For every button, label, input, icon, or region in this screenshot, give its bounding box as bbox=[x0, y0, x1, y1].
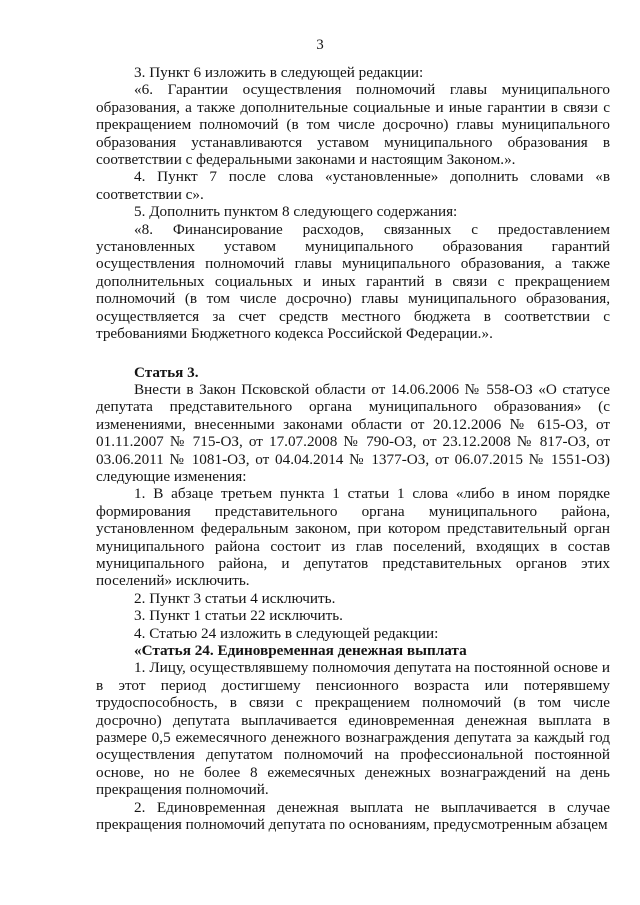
article-3-heading bbox=[96, 364, 610, 381]
article-24-heading-text: «Статья 24. Единовременная денежная выплата bbox=[134, 642, 467, 659]
paragraph-article-24-point-2: 2. Единовременная денежная выплата не выплачивается в случае прекращения полномочий депутата по основаниям, предусмотренным абзацем bbox=[96, 798, 610, 834]
paragraph-new-point-8: «8. Финансирование расходов, связанных с предоставлением установленных уставом муниципального образования гарантий осуществления полномочий главы муниципального образования, а также дополнительных социальных и иных гарантий в связи с прекращением полномочий (в том числе досрочно) главы муниципального образования, осуществляется за счет средств местного бюджета в соответствии с требованиями Бюджетного кодекса Российской Федерации.». bbox=[96, 220, 610, 343]
paragraph-change-4: 4. Статью 24 изложить в следующей редакции: bbox=[134, 624, 439, 642]
paragraph-article-3-intro: Внести в Закон Псковской области от 14.06.2006 № 558-ОЗ «О статусе депутата представительного органа муниципального образования» (с изменениями, внесенными законами области от 20.12.2006 № 615-ОЗ, от 01.11.2007 № 715-ОЗ, от 17.07.2008 № 790-ОЗ, от 23.12.2008 № 817-ОЗ, от 03.06.2011 № 1081-ОЗ, от 04.04.2014 № 1377-ОЗ, от 06.07.2015 № 1551-ОЗ) следующие изменения: bbox=[96, 380, 610, 485]
paragraph-change-3: 3. Пункт 1 статьи 22 исключить. bbox=[134, 607, 343, 625]
paragraph-item-5: 5. Дополнить пунктом 8 следующего содержания: bbox=[134, 203, 458, 221]
paragraph-change-2: 2. Пункт 3 статьи 4 исключить. bbox=[134, 589, 336, 607]
article-24-heading bbox=[96, 642, 610, 659]
paragraph-change-1: 1. В абзаце третьем пункта 1 статьи 1 слова «либо в ином порядке формирования представительного органа муниципального района, установленном федеральным законом, при котором представительный орган муниципального района состоит из глав поселений, входящих в состав муниципального района, и депутатов представительных органов этих поселений» исключить. bbox=[96, 485, 610, 590]
paragraph-item-3: 3. Пункт 6 изложить в следующей редакции: bbox=[134, 64, 424, 81]
paragraph-article-24-point-1: 1. Лицу, осуществлявшему полномочия депутата на постоянной основе и в этот период достигшему пенсионного возраста или потерявшему трудоспособность, в связи с прекращением полномочий (в том числе досрочно) депутата выплачивается единовременная денежная выплата в размере 0,5 ежемесячного денежного вознаграждения депутата за каждый год осуществления депутатом полномочий на профессиональной постоянной основе, но не более 8 ежемесячных денежных вознаграждений на день прекращения полномочий. bbox=[96, 659, 610, 799]
page-number: 3 bbox=[316, 37, 324, 53]
article-3-heading-text: Статья 3. bbox=[134, 363, 199, 381]
paragraph-item-4: 4. Пункт 7 после слова «установленные» дополнить словами «в соответствии с». bbox=[96, 168, 610, 203]
paragraph-new-point-6: «6. Гарантии осуществления полномочий главы муниципального образования, а также дополнительные социальные и иные гарантии в связи с прекращением полномочий (в том числе досрочно) главы муниципального образования устанавливаются уставом муниципального образования в соответствии с федеральными законами и настоящим Законом.». bbox=[96, 81, 610, 169]
document-body bbox=[96, 64, 610, 833]
